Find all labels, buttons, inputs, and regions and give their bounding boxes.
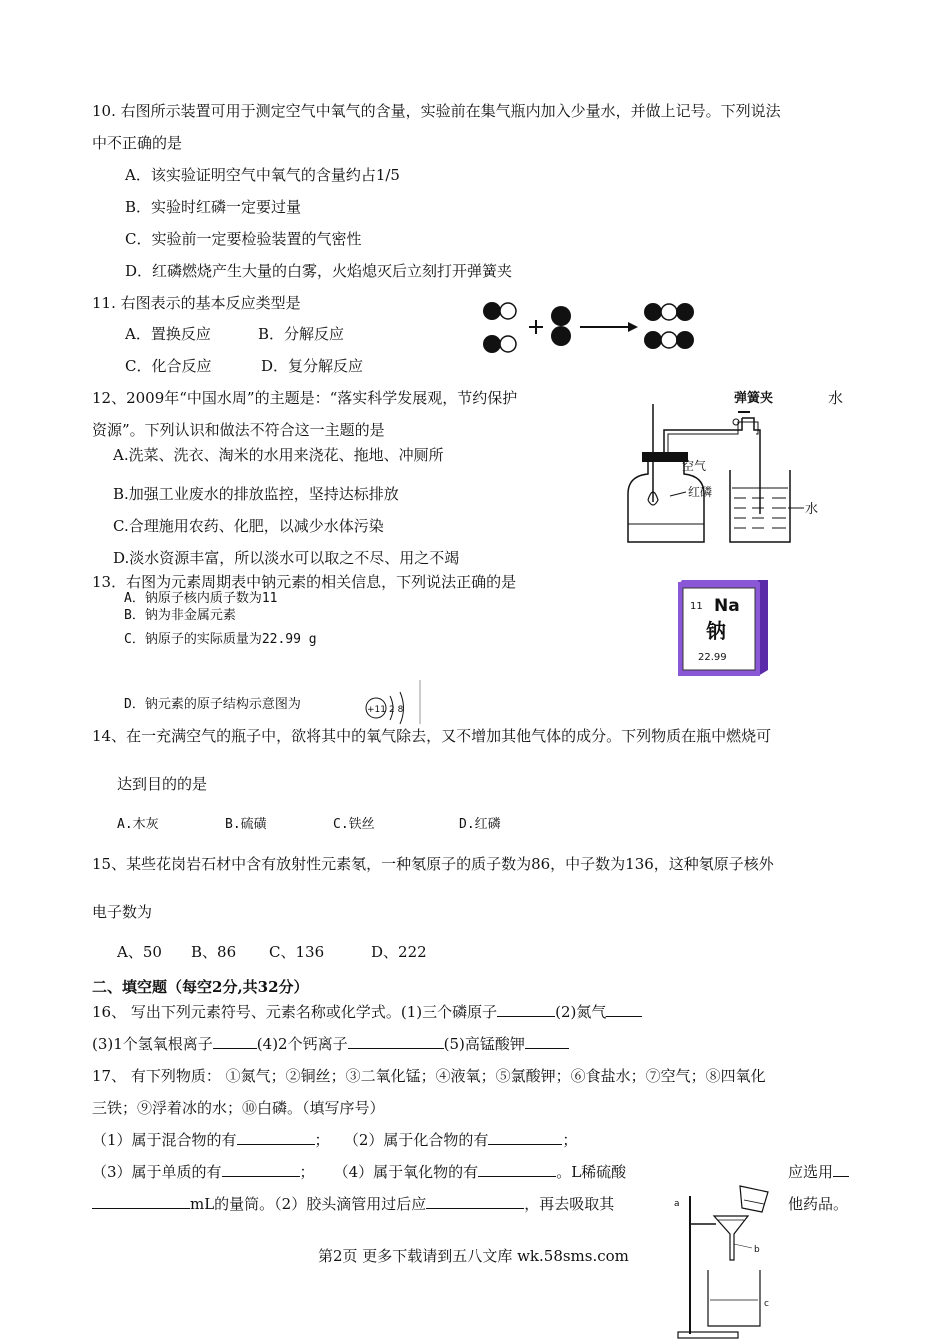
q17-line2: 三铁；⑨浮着冰的水；⑩白磷。（填写序号） xyxy=(92,1099,385,1117)
q11-option-b: B．分解反应 xyxy=(258,325,345,343)
oxygen-apparatus-diagram xyxy=(612,384,824,544)
filter-label-b: b xyxy=(754,1245,760,1255)
clamp-label: 弹簧夹 xyxy=(734,391,774,406)
q17-frag4: ，再去吸取其 xyxy=(524,1195,615,1213)
q10-option-d: D．红磷燃烧产生大量的白雾，火焰熄灭后立刻打开弹簧夹 xyxy=(125,262,513,280)
q10-stem-line1: 10. 右图所示装置可用于测定空气中氧气的含量，实验前在集气瓶内加入少量水，并做上记号。下列说法 xyxy=(92,102,781,120)
section-2-title: 二、填空题（每空2分,共32分） xyxy=(92,978,309,996)
q12-stem-line1-end: 水 xyxy=(828,389,844,407)
q15-stem-line1: 15、某些花岗岩石材中含有放射性元素氡，一种氡原子的质子数为86，中子数为136，这种氡原子核外 xyxy=(92,855,774,873)
q10-option-b: B．实验时红磷一定要过量 xyxy=(125,198,302,216)
q17-q1: （1）属于混合物的有 xyxy=(92,1131,237,1149)
q14-stem-line2: 达到目的的是 xyxy=(117,775,208,793)
answer-blank[interactable] xyxy=(488,1130,562,1145)
q16-part4: (4)2个钙离子 xyxy=(256,1035,348,1053)
reactant-molecule-3 xyxy=(551,306,571,346)
q14-option-c: C.铁丝 xyxy=(333,817,375,832)
q13-stem: 13．右图为元素周期表中钠元素的相关信息，下列说法正确的是 xyxy=(92,573,517,591)
q17-end: ； xyxy=(562,1131,578,1149)
filter-label-c: c xyxy=(764,1299,769,1309)
q10-stem-line2: 中不正确的是 xyxy=(92,134,183,152)
q16-line2 xyxy=(92,1034,569,1054)
answer-blank[interactable] xyxy=(222,1162,300,1177)
funnel xyxy=(714,1216,748,1260)
q17-q2: （2）属于化合物的有 xyxy=(343,1131,489,1149)
q16-part1: 16、 写出下列元素符号、元素名称或化学式。(1)三个磷原子 xyxy=(92,1003,498,1021)
answer-blank[interactable] xyxy=(497,1002,555,1017)
q12-option-d: D.淡水资源丰富，所以淡水可以取之不尽、用之不竭 xyxy=(113,549,460,567)
q16-part3: (3)1个氢氧根离子 xyxy=(92,1035,213,1053)
q15-option-b: B、86 xyxy=(191,943,237,961)
atom-shell-electrons: 2 8 xyxy=(389,705,404,715)
q16-part2: (2)氮气 xyxy=(555,1003,607,1021)
q15-stem-line2: 电子数为 xyxy=(92,903,153,921)
q17-frag3: mL的量筒。（2）胶头滴管用过后应 xyxy=(190,1195,427,1213)
q14-option-b: B.硫磺 xyxy=(225,817,267,832)
q12-stem-line2: 资源”。下列认识和做法不符合这一主题的是 xyxy=(92,421,385,439)
phosphorus-label: 红磷 xyxy=(688,485,713,499)
answer-blank[interactable] xyxy=(426,1194,524,1209)
connecting-tube-inner xyxy=(668,422,758,454)
q17-line3 xyxy=(92,1130,577,1150)
atom-nucleus-label: +11 xyxy=(367,705,386,715)
page-footer: 第2页 更多下载请到五八文库 wk.58sms.com xyxy=(318,1247,629,1265)
q17-sep1: ； xyxy=(314,1131,330,1149)
q17-frag5: 他药品。 xyxy=(788,1195,849,1213)
q11-option-d: D．复分解反应 xyxy=(261,357,364,375)
filter-label-a: a xyxy=(674,1199,680,1209)
answer-blank[interactable] xyxy=(833,1162,849,1177)
q14-stem-line1: 14、在一充满空气的瓶子中，欲将其中的氧气除去，又不增加其他气体的成分。下列物质在瓶中燃烧可 xyxy=(92,727,772,745)
air-label: 空气 xyxy=(682,459,707,473)
q13-option-b: B．钠为非金属元素 xyxy=(124,608,236,623)
atom-structure-diagram xyxy=(362,680,424,724)
answer-blank[interactable] xyxy=(92,1194,190,1209)
element-name: 钠 xyxy=(706,619,726,643)
answer-blank[interactable] xyxy=(237,1130,315,1145)
q17-q3: （3）属于单质的有 xyxy=(92,1163,222,1181)
q15-option-c: C、136 xyxy=(269,943,325,961)
q10-option-a: A．该实验证明空气中氧气的含量约占1/5 xyxy=(125,166,400,184)
connecting-tube xyxy=(664,418,760,514)
q17-line5 xyxy=(92,1194,614,1214)
q12-option-a: A.洗菜、洗衣、淘米的水用来浇花、拖地、冲厕所 xyxy=(113,446,444,464)
q13-option-d: D．钠元素的原子结构示意图为 xyxy=(124,697,301,712)
q12-option-c: C.合理施用农药、化肥，以减少水体污染 xyxy=(113,517,384,535)
q17-frag2: 应选用 xyxy=(788,1163,834,1181)
q12-option-b: B.加强工业废水的排放监控，坚持达标排放 xyxy=(113,485,399,503)
q15-option-a: A、50 xyxy=(117,943,162,961)
answer-blank[interactable] xyxy=(213,1034,257,1049)
q17-sep2: ； xyxy=(299,1163,315,1181)
q17-line1: 17、 有下列物质： ①氮气；②铜丝；③二氧化锰；④液氧；⑤氯酸钾；⑥食盐水；⑦空气；⑧四氧化 xyxy=(92,1067,766,1085)
q11-option-a: A．置换反应 xyxy=(125,325,211,343)
q17-line4-end xyxy=(788,1162,849,1182)
q17-frag1: 。L稀硫酸 xyxy=(556,1163,627,1181)
reactant-molecule-2 xyxy=(483,335,516,353)
plus-sign xyxy=(529,320,543,334)
product-molecule-2 xyxy=(644,331,694,349)
q13-option-a: A．钠原子核内质子数为11 xyxy=(124,591,278,606)
filtration-apparatus-diagram xyxy=(668,1182,780,1342)
q11-stem: 11. 右图表示的基本反应类型是 xyxy=(92,294,301,312)
q12-stem-line1: 12、2009年“中国水周”的主题是：“落实科学发展观，节约保护 xyxy=(92,389,518,407)
answer-blank[interactable] xyxy=(606,1002,642,1017)
product-molecule-1 xyxy=(644,303,694,321)
q17-q4: （4）属于氧化物的有 xyxy=(333,1163,479,1181)
gas-bottle xyxy=(628,462,704,542)
sodium-element-card xyxy=(668,576,772,680)
q14-option-d: D.红磷 xyxy=(459,817,501,832)
q13-option-c: C．钠原子的实际质量为22.99 g xyxy=(124,632,317,647)
stand-base xyxy=(678,1332,738,1338)
water-label: 水 xyxy=(805,502,819,517)
reaction-diagram xyxy=(478,298,708,360)
q15-option-d: D、222 xyxy=(371,943,427,961)
answer-blank[interactable] xyxy=(525,1034,569,1049)
answer-blank[interactable] xyxy=(348,1034,444,1049)
q11-option-c: C．化合反应 xyxy=(125,357,212,375)
answer-blank[interactable] xyxy=(478,1162,556,1177)
q14-option-a: A.木灰 xyxy=(117,817,159,832)
element-atomic-number: 11 xyxy=(690,601,703,612)
receiving-beaker xyxy=(708,1270,760,1326)
reactant-molecule-1 xyxy=(483,302,516,320)
element-atomic-mass: 22.99 xyxy=(698,652,727,663)
q17-line4 xyxy=(92,1162,626,1182)
q16-line1 xyxy=(92,1002,642,1022)
q10-option-c: C．实验前一定要检验装置的气密性 xyxy=(125,230,362,248)
q16-part5: (5)高锰酸钾 xyxy=(443,1035,525,1053)
pouring-beaker xyxy=(740,1186,768,1212)
reaction-arrow xyxy=(580,322,638,332)
element-symbol: Na xyxy=(714,596,740,616)
